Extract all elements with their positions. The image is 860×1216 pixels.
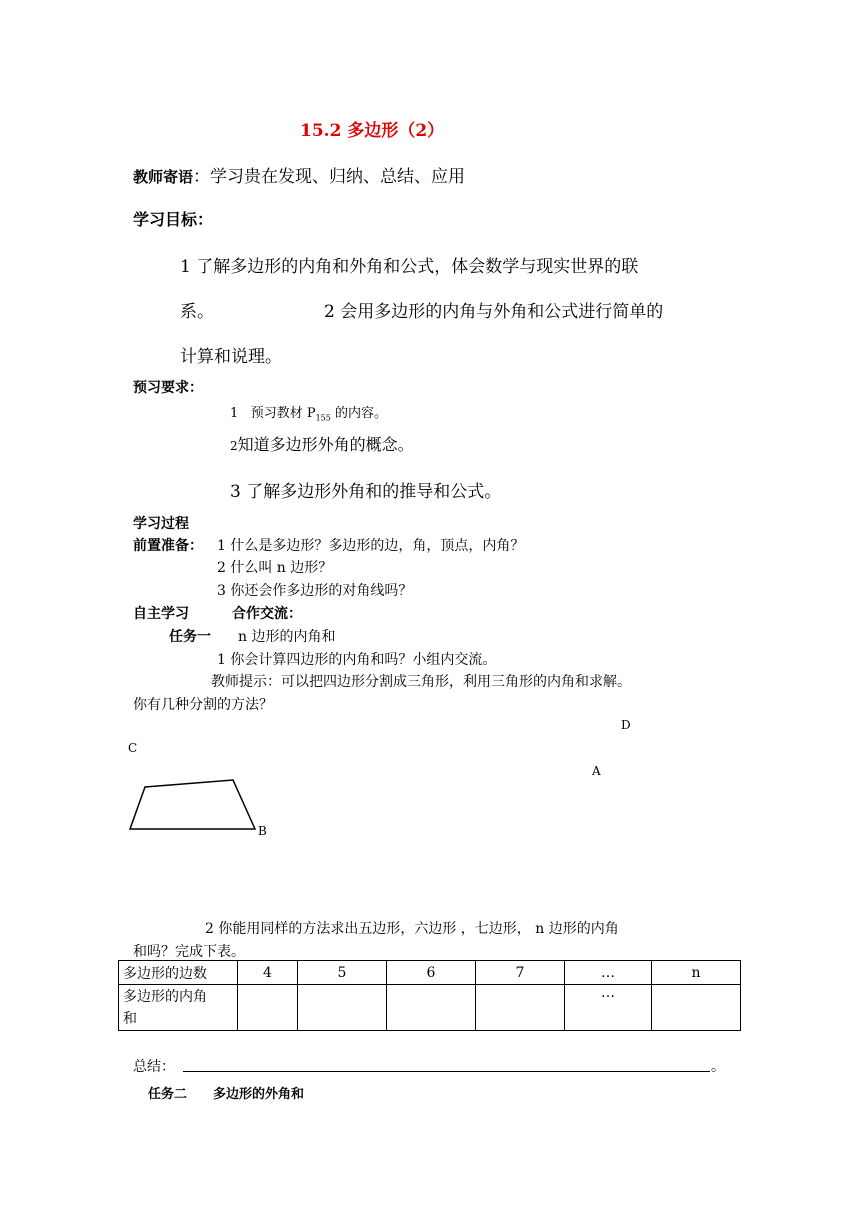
task1-question-1: 1 你会计算四边形的内角和吗？小组内交流。 [217, 652, 497, 668]
task1-question-2a: 2 你能用同样的方法求出五边形，六边形 ，七边形， n 边形的内角 [205, 921, 619, 937]
preview-item-1-text: 预习教材 P [250, 406, 316, 421]
prep-item-2: 2 什么叫 n 边形？ [217, 560, 333, 576]
interior-angle-table [118, 960, 741, 1031]
page-title: 15.2 多边形（2） [300, 121, 445, 141]
summary-blank-line[interactable] [183, 1071, 710, 1072]
page-number-subscript: 155 [315, 413, 331, 423]
objective-line-1: 1 了解多边形的内角和外角和公式，体会数学与现实世界的联 [180, 257, 639, 277]
prep-item-1: 1 什么是多边形？多边形的边，角，顶点，内角？ [217, 538, 525, 554]
task1-question-2b: 和吗？完成下表。 [133, 944, 245, 960]
summary-label: 总结： [133, 1059, 175, 1075]
table-cell-header [119, 985, 238, 1031]
quadrilateral-figure [120, 770, 270, 840]
summary-end: 。 [711, 1059, 725, 1075]
preview-item-1-tail: 的内容。 [330, 406, 387, 421]
table-cell: 4 [238, 961, 298, 985]
objectives-heading: 学习目标： [133, 210, 214, 229]
row-label-line-1: 多边形的内角 [123, 988, 207, 1005]
preview-item-1 [230, 402, 387, 423]
table-cell-header: 多边形的边数 [119, 961, 238, 985]
preview-item-2-text: 知道多边形外角的概念。 [237, 435, 414, 454]
prep-label: 前置准备： [133, 538, 203, 554]
preview-item-3: 3 了解多边形外角和的推导和公式。 [230, 482, 502, 502]
table-cell[interactable] [652, 985, 741, 1031]
preview-heading: 预习要求： [133, 380, 203, 396]
preview-item-1-num: 1 [230, 406, 239, 421]
table-cell[interactable] [476, 985, 565, 1031]
self-study-label: 自主学习 [133, 606, 189, 622]
task1-label: 任务一 [169, 629, 211, 645]
point-label-b: B [258, 824, 267, 838]
objective-line-2a: 系。 [180, 302, 214, 322]
table-cell: 7 [476, 961, 565, 985]
table-cell: 6 [387, 961, 476, 985]
table-cell: n [652, 961, 741, 985]
teacher-message-text: ：学习贵在发现、归纳、总结、应用 [193, 167, 466, 187]
table-row [119, 985, 741, 1031]
table-cell: … [565, 961, 652, 985]
table-cell[interactable] [298, 985, 387, 1031]
point-label-d: D [621, 718, 631, 732]
task1-title: n 边形的内角和 [238, 629, 336, 645]
cooperation-label: 合作交流： [232, 606, 302, 622]
point-label-a: A [592, 764, 601, 778]
preview-item-2 [230, 432, 414, 455]
objective-line-2b: 2 会用多边形的内角与外角和公式进行简单的 [324, 302, 664, 322]
teacher-hint: 教师提示：可以把四边形分割成三角形，利用三角形的内角和求解。 [211, 674, 631, 690]
table-cell[interactable] [387, 985, 476, 1031]
row-label-line-2: 和 [123, 1010, 137, 1027]
teacher-message-label: 教师寄语 [133, 168, 194, 186]
objective-line-3: 计算和说理。 [180, 347, 282, 367]
quadrilateral-shape [130, 780, 255, 829]
preview-item-2-num: 2 [230, 439, 238, 453]
task2-title: 多边形的外角和 [213, 1087, 305, 1102]
table-cell: … [565, 985, 652, 1031]
process-heading: 学习过程 [133, 516, 189, 532]
table-row [119, 961, 741, 985]
teacher-message [133, 162, 465, 187]
task1-question-1b: 你有几种分割的方法？ [133, 697, 273, 713]
prep-item-3: 3 你还会作多边形的对角线吗？ [217, 583, 413, 599]
point-label-c: C [128, 741, 138, 755]
table-cell: 5 [298, 961, 387, 985]
task2-label: 任务二 [148, 1087, 188, 1102]
table-cell[interactable] [238, 985, 298, 1031]
